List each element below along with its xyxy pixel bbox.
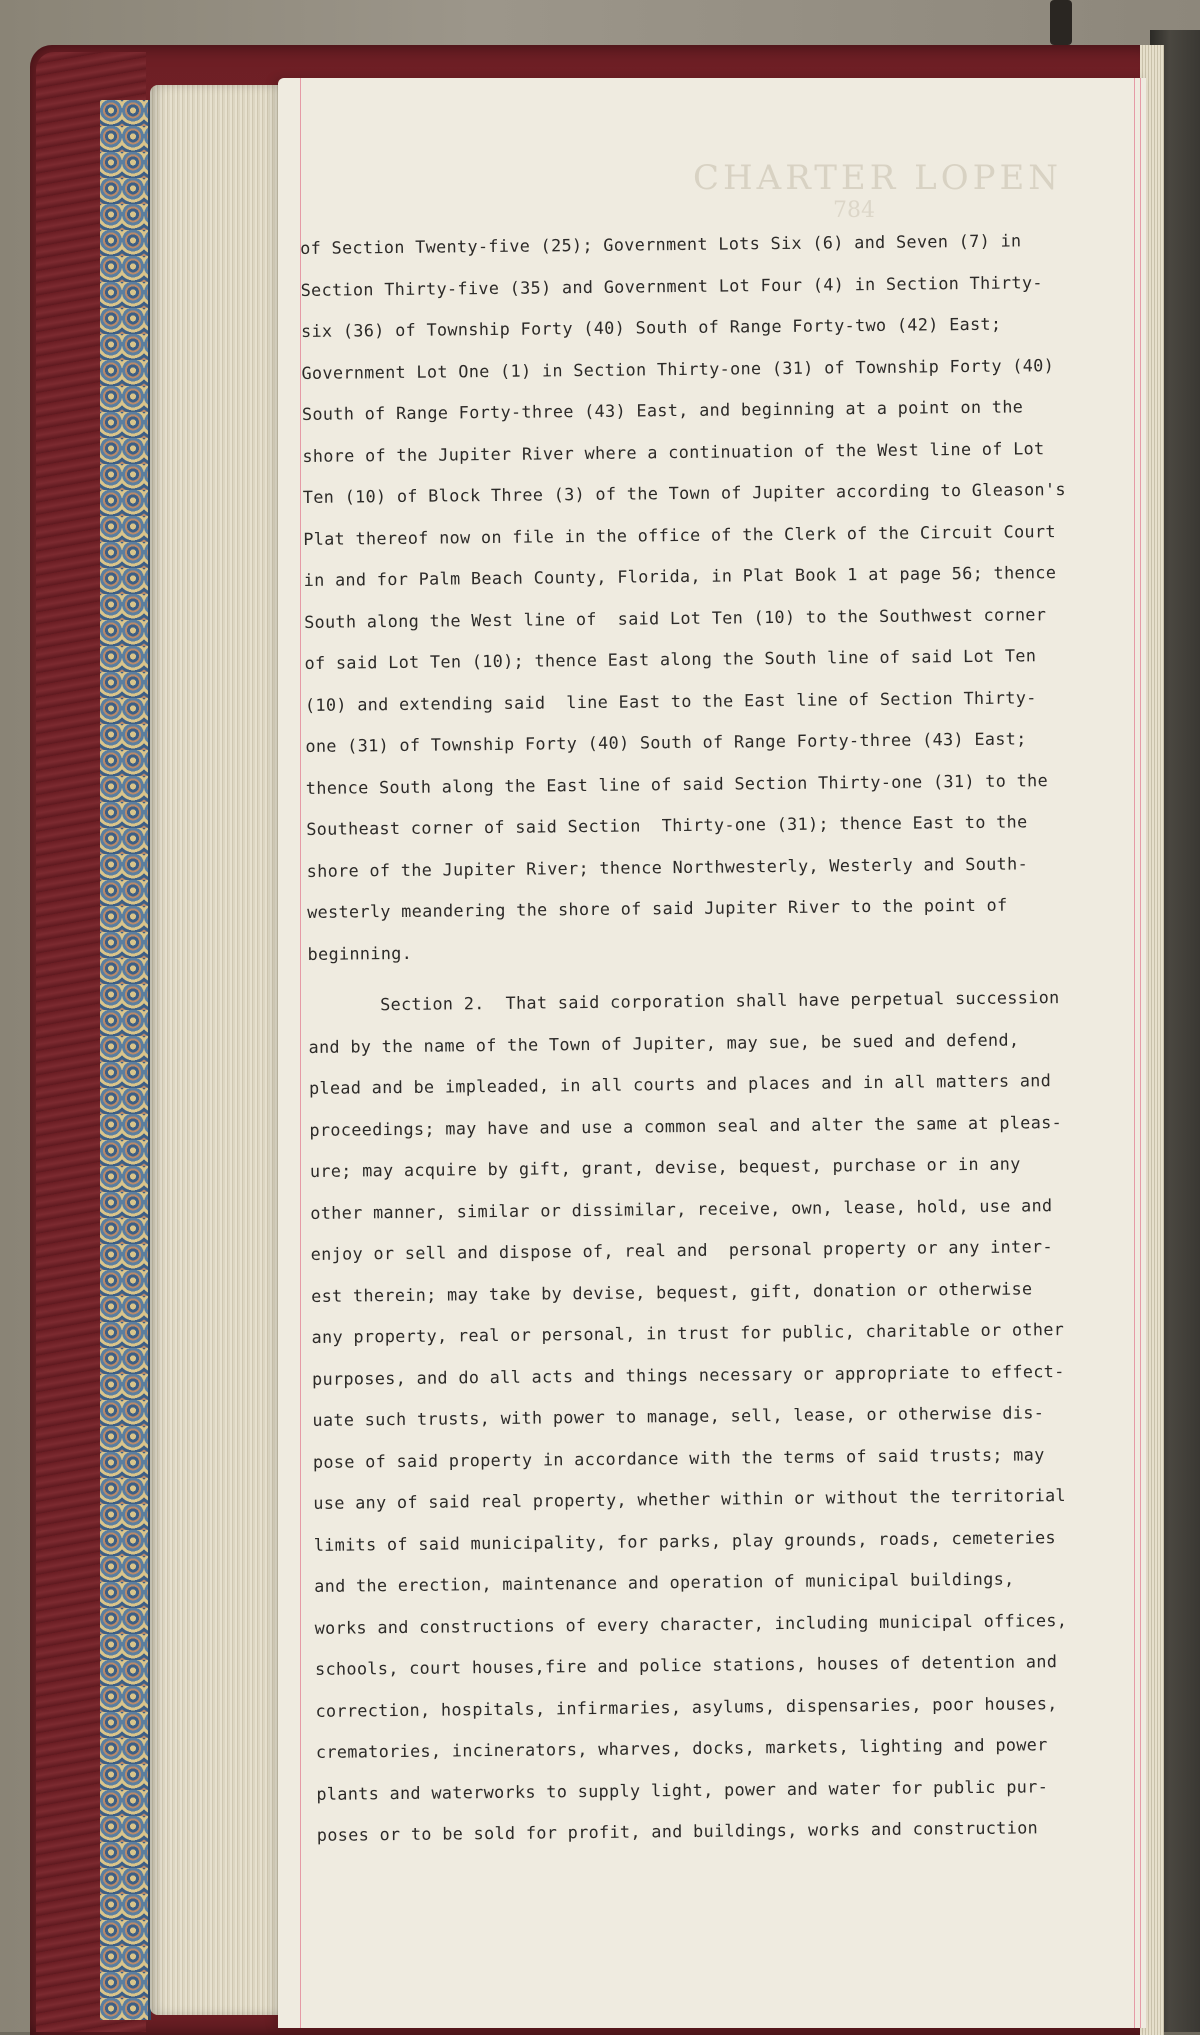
text-line: South along the West line of said Lot Ten (10) to the Southwest corner [304, 603, 1047, 632]
text-line: shore of the Jupiter River; thence Northwesterly, Westerly and South- [306, 852, 1029, 881]
text-line: poses or to be sold for profit, and buildings, works and construction [316, 1817, 1039, 1845]
text-line: of said Lot Ten (10); thence East along the South line of said Lot Ten [304, 645, 1037, 673]
bookmark-ribbon [1050, 0, 1072, 45]
paragraph-property-description [300, 219, 1148, 975]
text-line: plead and be impleaded, in all courts and places and in all matters and [308, 1070, 1052, 1098]
marbled-fore-edge [100, 100, 151, 2020]
text-line: and by the name of the Town of Jupiter, may sue, be sued and defend, [308, 1029, 1020, 1057]
bleed-through-page-number: 784 [833, 198, 875, 223]
text-line: one (31) of Township Forty (40) South of Range Forty-three (43) East; [305, 728, 1027, 756]
text-line: use any of said real property, whether within or without the territorial [313, 1485, 1067, 1513]
text-line: Plat thereof now on file in the office of the Clerk of the Circuit Court [303, 520, 1056, 549]
text-line: shore of the Jupiter River where a continuation of the West line of Lot [302, 437, 1045, 466]
text-line: correction, hospitals, infirmaries, asylums, dispensaries, poor houses, [315, 1692, 1058, 1721]
text-line: six (36) of Township Forty (40) South of Range Forty-two (42) East; [300, 313, 1002, 341]
text-line: Ten (10) of Block Three (3) of the Town of Jupiter according to Gleason's [302, 478, 1066, 507]
text-line: enjoy or sell and dispose of, real and personal property or any inter- [310, 1236, 1053, 1264]
ledger-page [278, 78, 1146, 2028]
text-line: works and constructions of every character, including municipal offices, [314, 1609, 1068, 1638]
text-line: Southeast corner of said Section Thirty-one (31); thence East to the [306, 811, 1028, 839]
text-line: Section Thirty-five (35) and Government Lot Four (4) in Section Thirty- [300, 271, 1043, 300]
text-line: crematories, incinerators, wharves, docks, markets, lighting and power [315, 1734, 1048, 1762]
text-line: limits of said municipality, for parks, play grounds, roads, cemeteries [313, 1526, 1057, 1555]
page-stack-edge [150, 85, 280, 2015]
text-line: South of Range Forty-three (43) East, and beginning at a point on the [301, 396, 1024, 424]
typed-text-body [300, 219, 1157, 1856]
text-line: in and for Palm Beach County, Florida, in Plat Book 1 at page 56; thence [303, 562, 1057, 590]
text-line: est therein; may take by devise, bequest, gift, donation or otherwise [311, 1277, 1033, 1306]
text-line: ure; may acquire by gift, grant, devise, bequest, purchase or in any [309, 1153, 1021, 1181]
text-line: westerly meandering the shore of said Jupiter River to the point of [307, 894, 1008, 922]
text-line: and the erection, maintenance and operation of municipal buildings, [314, 1568, 1015, 1596]
text-line: purposes, and do all acts and things necessary or appropriate to effect- [311, 1360, 1065, 1389]
text-line: schools, court houses,fire and police stations, houses of detention and [314, 1651, 1058, 1679]
text-line: of Section Twenty-five (25); Government Lots Six (6) and Seven (7) in [300, 230, 1022, 258]
text-line: thence South along the East line of said Section Thirty-one (31) to the [305, 769, 1049, 798]
text-line: uate such trusts, with power to manage, sell, lease, or otherwise dis- [312, 1402, 1045, 1430]
text-line: pose of said property in accordance with the terms of said trusts; may [312, 1443, 1045, 1472]
text-line: other manner, similar or dissimilar, receive, own, lease, hold, use and [310, 1194, 1053, 1223]
text-line: Section 2. That said corporation shall have perpetual succession [380, 987, 1060, 1015]
bleed-through-header: CHARTER LOPEN [693, 158, 1063, 198]
text-line: beginning. [307, 942, 413, 964]
text-line: plants and waterworks to supply light, power and water for public pur- [316, 1775, 1049, 1804]
paragraph-section-2 [308, 976, 1157, 1856]
text-line: Government Lot One (1) in Section Thirty-one (31) of Township Forty (40) [301, 354, 1055, 383]
text-line: proceedings; may have and use a common seal and alter the same at pleas- [309, 1111, 1063, 1140]
text-line: (10) and extending said line East to the East line of Section Thirty- [304, 686, 1037, 715]
text-line: any property, real or personal, in trust for public, charitable or other [311, 1319, 1065, 1347]
